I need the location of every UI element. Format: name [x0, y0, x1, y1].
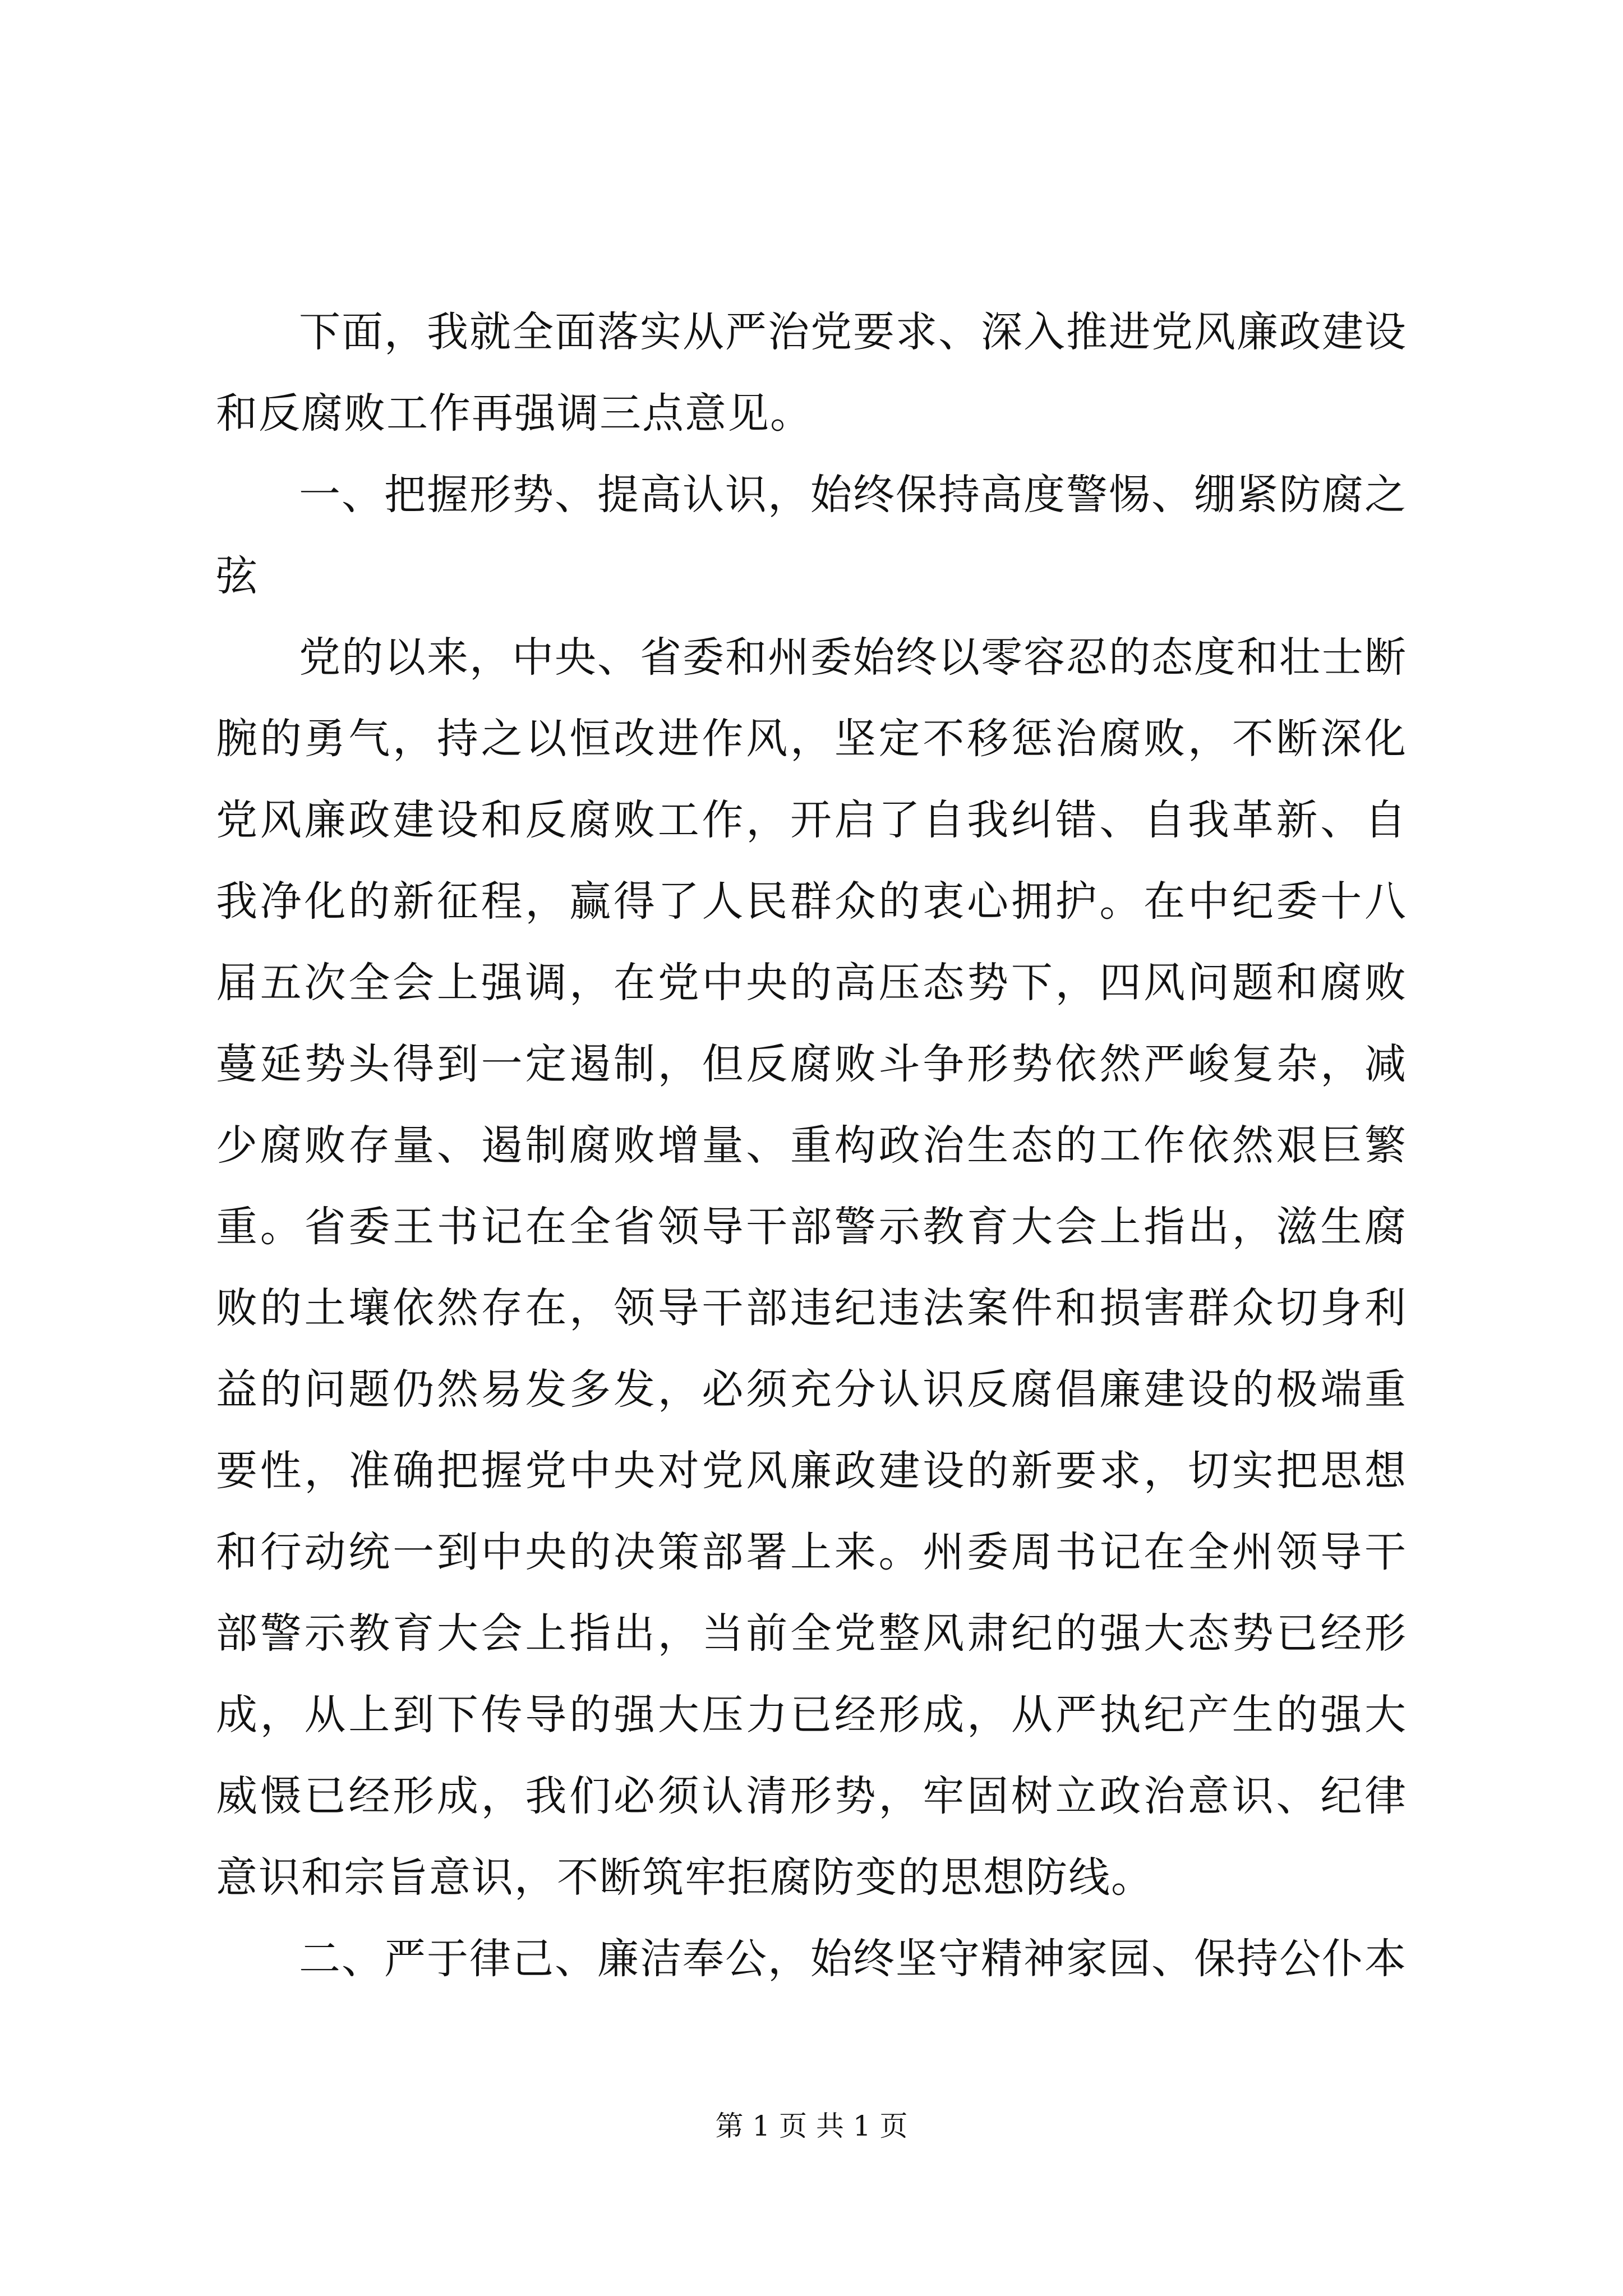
page-number-footer: 第 1 页 共 1 页 [715, 2110, 908, 2142]
document-body [216, 292, 1407, 2000]
body-paragraph: 党的以来，中央、省委和州委始终以零容忍的态度和壮士断腕的勇气，持之以恒改进作风，坚定不移惩治腐败，不断深化党风廉政建设和反腐败工作，开启了自我纠错、自我革新、自我净化的新征程，赢得了人民群众的衷心拥护。在中纪委十八届五次全会上强调，在党中央的高压态势下，四风问题和腐败蔓延势头得到一定遏制，但反腐败斗争形势依然严峻复杂，减少腐败存量、遏制腐败增量、重构政治生态的工作依然艰巨繁重。省委王书记在全省领导干部警示教育大会上指出，滋生腐败的土壤依然存在，领导干部违纪违法案件和损害群众切身利益的问题仍然易发多发，必须充分认识反腐倡廉建设的极端重要性，准确把握党中央对党风廉政建设的新要求，切实把思想和行动统一到中央的决策部署上来。州委周书记在全州领导干部警示教育大会上指出，当前全党整风肃纪的强大态势已经形成，从上到下传导的强大压力已经形成，从严执纪产生的强大威慑已经形成，我们必须认清形势，牢固树立政治意识、纪律意识和宗旨意识，不断筑牢拒腐防变的思想防线。 [216, 633, 1407, 1902]
section-heading-1: 一、把握形势、提高认识，始终保持高度警惕、绷紧防腐之弦 [216, 471, 1407, 600]
intro-paragraph: 下面，我就全面落实从严治党要求、深入推进党风廉政建设和反腐败工作再强调三点意见。 [216, 308, 1407, 438]
section-heading-2: 二、严于律己、廉洁奉公，始终坚守精神家园、保持公仆本 [299, 1935, 1407, 1983]
